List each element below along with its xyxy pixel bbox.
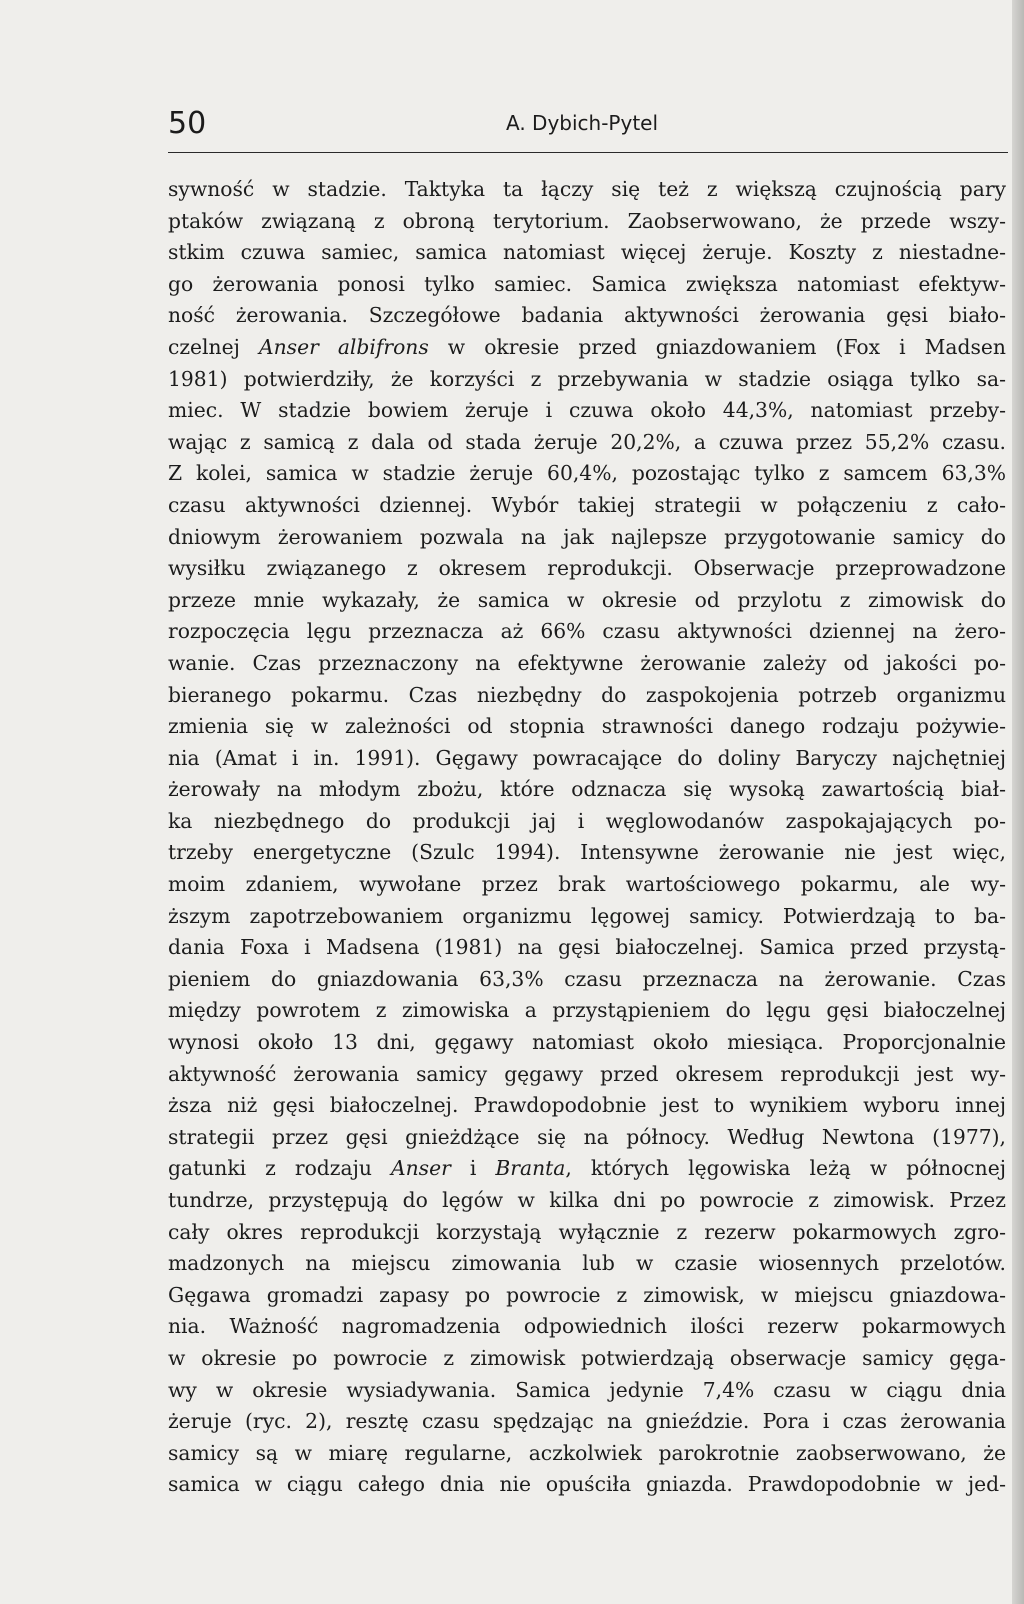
text-run: trzeby energetyczne (Szulc 1994). Intensywne żerowanie nie jest więc, <box>168 840 1006 865</box>
text-run: dania Foxa i Madsena (1981) na gęsi białoczelnej. Samica przed przystą- <box>168 935 1006 960</box>
text-line <box>168 616 1006 648</box>
text-run: rozpoczęcia lęgu przeznacza aż 66% czasu aktywności dziennej na żero- <box>168 619 1006 644</box>
text-run: bieranego pokarmu. Czas niezbędny do zaspokojenia potrzeb organizmu <box>168 682 1006 707</box>
text-line <box>168 174 1006 206</box>
text-line <box>168 1375 1006 1407</box>
text-run: ższa niż gęsi białoczelnej. Prawdopodobnie jest to wynikiem wyboru innej <box>168 1093 1006 1118</box>
text-run: żerowały na młodym zbożu, które odznacza się wysoką zawartością biał- <box>168 777 1006 802</box>
text-line <box>168 332 1006 364</box>
text-line <box>168 522 1006 554</box>
text-line <box>168 964 1006 996</box>
text-run: ność żerowania. Szczegółowe badania aktywności żerowania gęsi biało- <box>168 303 1006 328</box>
text-run: wanie. Czas przeznaczony na efektywne żerowanie zależy od jakości po- <box>168 650 1006 675</box>
text-line <box>168 774 1006 806</box>
text-line <box>168 1311 1006 1343</box>
text-line <box>168 1185 1006 1217</box>
text-line <box>168 1343 1006 1375</box>
text-run: zmienia się w zależności od stopnia strawności danego rodzaju pożywie- <box>168 714 1006 739</box>
text-run: Z kolei, samica w stadzie żeruje 60,4%, pozostając tylko z samcem 63,3% <box>168 461 1006 486</box>
italic-taxon: Anser <box>390 1156 451 1181</box>
italic-taxon: Branta <box>495 1156 566 1181</box>
text-run: Gęgawa gromadzi zapasy po powrocie z zimowisk, w miejscu gniazdowa- <box>168 1282 1006 1307</box>
text-run: go żerowania ponosi tylko samiec. Samica zwiększa natomiast efektyw- <box>168 271 1006 296</box>
text-run: miec. W stadzie bowiem żeruje i czuwa około 44,3%, natomiast przeby- <box>168 398 1006 423</box>
text-run: między powrotem z zimowiska a przystąpieniem do lęgu gęsi białoczelnej <box>168 998 1006 1023</box>
text-run: wynosi około 13 dni, gęgawy natomiast około miesiąca. Proporcjonalnie <box>168 1030 1006 1055</box>
text-line <box>168 458 1006 490</box>
text-line <box>168 1280 1006 1312</box>
text-run: aktywność żerowania samicy gęgawy przed okresem reprodukcji jest wy- <box>168 1061 1006 1086</box>
text-run: czelnej <box>168 334 259 359</box>
text-line <box>168 1248 1006 1280</box>
text-line <box>168 743 1006 775</box>
text-run: strategii przez gęsi gnieżdżące się na północy. Według Newtona (1977), <box>168 1124 1006 1149</box>
text-run: wysiłku związanego z okresem reprodukcji. Obserwacje przeprowadzone <box>168 556 1006 581</box>
text-line <box>168 806 1006 838</box>
text-run: gatunki z rodzaju <box>168 1156 391 1181</box>
text-run: i <box>450 1156 496 1181</box>
text-line <box>168 1438 1006 1470</box>
text-line <box>168 1406 1006 1438</box>
text-line <box>168 1217 1006 1249</box>
text-line <box>168 427 1006 459</box>
text-line <box>168 901 1006 933</box>
italic-taxon: Anser albifrons <box>258 334 429 359</box>
text-run: stkim czuwa samiec, samica natomiast więcej żeruje. Koszty z niestadne- <box>168 240 1006 265</box>
text-line <box>168 995 1006 1027</box>
text-run: cały okres reprodukcji korzystają wyłącznie z rezerw pokarmowych zgro- <box>168 1219 1006 1244</box>
text-line <box>168 1122 1006 1154</box>
text-line <box>168 1027 1006 1059</box>
text-run: czasu aktywności dziennej. Wybór takiej strategii w połączeniu z cało- <box>168 492 1006 517</box>
text-run: , których lęgowiska leżą w północnej <box>565 1156 1006 1181</box>
text-line <box>168 237 1006 269</box>
text-line <box>168 837 1006 869</box>
text-line <box>168 932 1006 964</box>
text-run: 1981) potwierdziły, że korzyści z przebywania w stadzie osiąga tylko sa- <box>168 366 1006 391</box>
text-line <box>168 869 1006 901</box>
text-line <box>168 680 1006 712</box>
text-run: przeze mnie wykazały, że samica w okresie od przylotu z zimowisk do <box>168 587 1006 612</box>
text-run: moim zdaniem, wywołane przez brak wartościowego pokarmu, ale wy- <box>168 872 1006 897</box>
text-run: tundrze, przystępują do lęgów w kilka dni po powrocie z zimowisk. Przez <box>168 1188 1006 1212</box>
text-run: dniowym żerowaniem pozwala na jak najlepsze przygotowanie samicy do <box>168 524 1006 549</box>
text-line <box>168 1059 1006 1091</box>
text-run: samica w ciągu całego dnia nie opuściła gniazda. Prawdopodobnie w jed- <box>168 1472 1006 1497</box>
page-header <box>168 104 1008 144</box>
body-text <box>168 174 1006 1501</box>
text-line <box>168 300 1006 332</box>
text-run: w okresie po powrocie z zimowisk potwierdzają obserwacje samicy gęga- <box>168 1345 1006 1370</box>
text-line <box>168 490 1006 522</box>
text-line <box>168 1153 1006 1185</box>
text-run: nia (Amat i in. 1991). Gęgawy powracające do doliny Baryczy najchętniej <box>168 745 1006 770</box>
text-run: nia. Ważność nagromadzenia odpowiednich ilości rezerw pokarmowych <box>168 1314 1006 1339</box>
text-run: pieniem do gniazdowania 63,3% czasu przeznacza na żerowanie. Czas <box>168 966 1006 991</box>
text-line <box>168 269 1006 301</box>
text-line <box>168 711 1006 743</box>
text-run: ptaków związaną z obroną terytorium. Zaobserwowano, że przede wszy- <box>168 208 1006 233</box>
running-head: A. Dybich-Pytel <box>506 111 659 135</box>
text-run: ka niezbędnego do produkcji jaj i węglowodanów zaspokajających po- <box>168 808 1006 833</box>
text-run: samicy są w miarę regularne, aczkolwiek parokrotnie zaobserwowano, że <box>168 1440 1006 1465</box>
text-run: madzonych na miejscu zimowania lub w czasie wiosennych przelotów. <box>168 1251 1006 1276</box>
text-line <box>168 1090 1006 1122</box>
text-line <box>168 553 1006 585</box>
text-run: wy w okresie wysiadywania. Samica jedynie 7,4% czasu w ciągu dnia <box>168 1377 1006 1402</box>
text-run: sywność w stadzie. Taktyka ta łączy się też z większą czujnością pary <box>168 177 1006 201</box>
text-line <box>168 206 1006 238</box>
text-run: żeruje (ryc. 2), resztę czasu spędzając na gnieździe. Pora i czas żerowania <box>168 1409 1006 1434</box>
header-rule <box>168 152 1008 153</box>
text-run: ższym zapotrzebowaniem organizmu lęgowej samicy. Potwierdzają to ba- <box>168 903 1006 928</box>
text-line <box>168 364 1006 396</box>
text-line <box>168 585 1006 617</box>
text-run: w okresie przed gniazdowaniem (Fox i Madsen <box>428 334 1006 359</box>
text-line <box>168 395 1006 427</box>
text-line <box>168 648 1006 680</box>
page-number: 50 <box>168 106 207 141</box>
text-run: wając z samicą z dala od stada żeruje 20,2%, a czuwa przez 55,2% czasu. <box>168 429 1006 454</box>
text-line <box>168 1469 1006 1501</box>
